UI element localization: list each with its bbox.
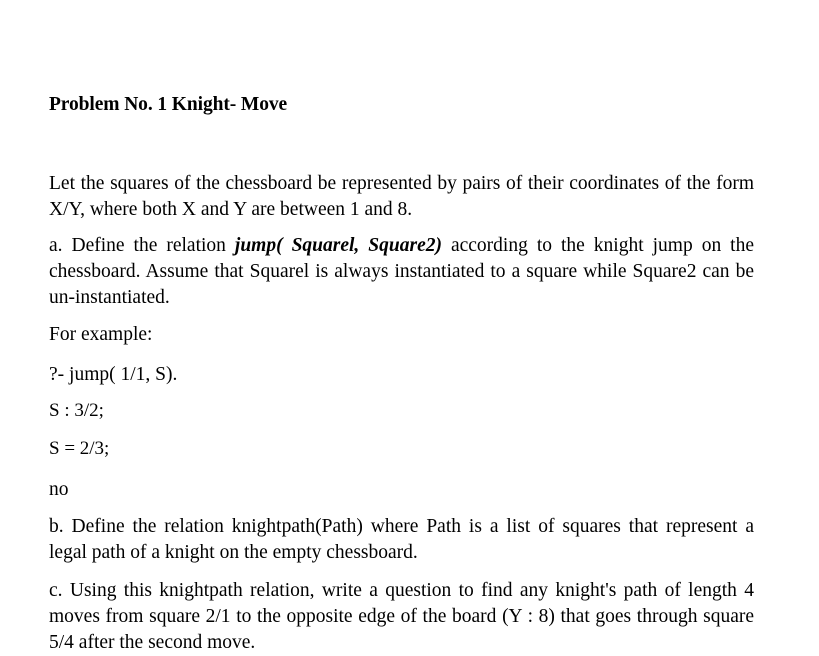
example-label: For example: bbox=[49, 324, 153, 345]
problem-title: Problem No. 1 Knight- Move bbox=[49, 94, 288, 115]
part-c-paragraph: c. Using this knightpath relation, write a question to find any knight's path of length 4 moves from square 2/1 to the opposite edge of the board (Y : 8) that goes through square 5/4 after the second move. bbox=[49, 580, 754, 653]
example-result-1: S : 3/2; bbox=[49, 400, 104, 421]
part-a-relation: jump( Squarel, Square2) bbox=[234, 235, 442, 256]
example-result-2: S = 2/3; bbox=[49, 438, 110, 459]
part-a-suffix: according to the knight jump on the chessboard. Assume that Squarel is always instantiated to a square while Square2 can be un-instantiated. bbox=[49, 235, 755, 308]
part-b-paragraph: b. Define the relation knightpath(Path) where Path is a list of squares that represent a legal path of a knight on the empty chessboard. bbox=[49, 516, 754, 563]
part-a-paragraph bbox=[49, 233, 754, 311]
example-result-3: no bbox=[49, 479, 69, 500]
part-a-prefix: a. Define the relation bbox=[49, 235, 235, 256]
example-query: ?- jump( 1/1, S). bbox=[49, 364, 178, 385]
intro-paragraph: Let the squares of the chessboard be represented by pairs of their coordinates of the form X/Y, where both X and Y are between 1 and 8. bbox=[49, 173, 754, 220]
